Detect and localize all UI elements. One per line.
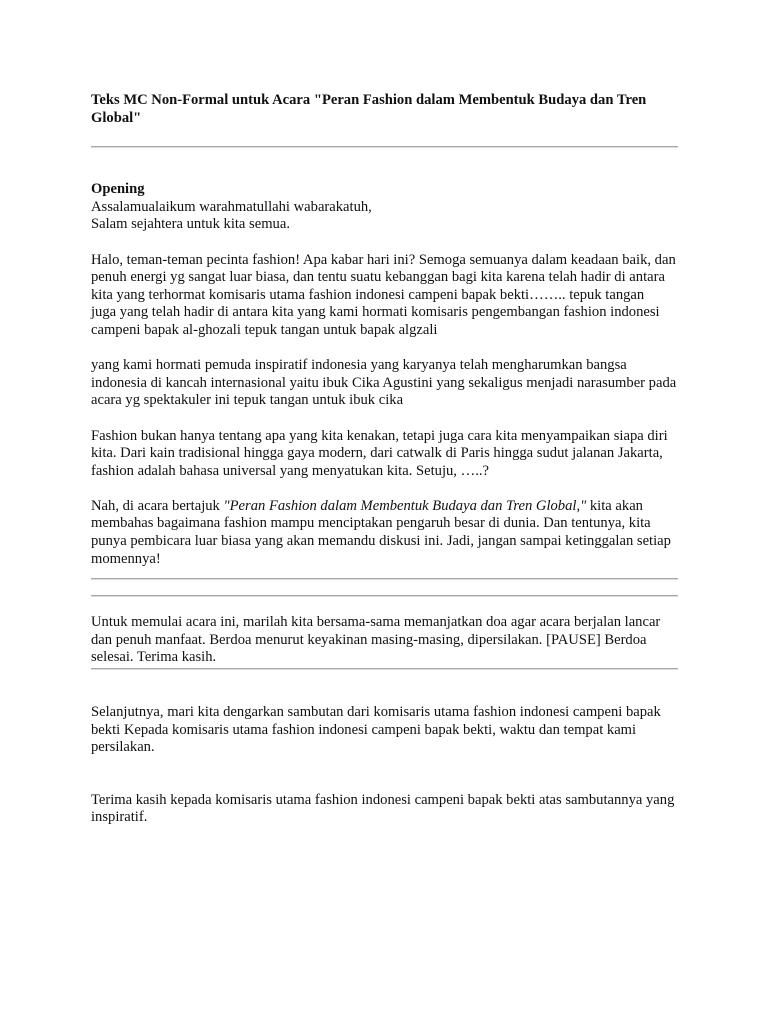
greeting-line: Salam sejahtera untuk kita semua. bbox=[91, 216, 290, 233]
document-title: Teks MC Non-Formal untuk Acara "Peran Fashion dalam Membentuk Budaya dan Tren Global" bbox=[91, 92, 647, 126]
paragraph-nah bbox=[91, 498, 681, 568]
event-title-italic: "Peran Fashion dalam Membentuk Budaya dan Tren Global," bbox=[223, 497, 587, 514]
paragraph-nah-pre: Nah, di acara bertajuk bbox=[91, 497, 224, 514]
paragraph-halo: Halo, teman-teman pecinta fashion! Apa kabar hari ini? Semoga semuanya dalam keadaan baik, dan penuh energi yg sangat luar biasa, dan tentu suatu kebanggan bagi kita karena telah hadir di antara kita yang terhormat komisaris utama fashion indonesi campeni bapak bekti…….. tepuk tangan bbox=[91, 251, 676, 303]
divider bbox=[91, 595, 678, 597]
divider bbox=[91, 578, 678, 580]
paragraph-terima-kasih: Terima kasih kepada komisaris utama fashion indonesi campeni bapak bekti atas sambutannya yang inspiratif. bbox=[91, 791, 675, 826]
document-page bbox=[91, 92, 681, 827]
divider bbox=[91, 668, 678, 670]
paragraph-fashion: Fashion bukan hanya tentang apa yang kita kenakan, tetapi juga cara kita menyampaikan siapa diri kita. Dari kain tradisional hingga gaya modern, dari catwalk di Paris hingga sudut jalanan Jakarta, fashion adalah bahasa universal yang menyatukan kita. Setuju, …..? bbox=[91, 427, 668, 479]
paragraph-halo-continued: juga yang telah hadir di antara kita yang kami hormati komisaris pengembangan fashion indonesi campeni bapak al-ghozali tepuk tangan untuk bapak algzali bbox=[91, 304, 660, 338]
paragraph-pemuda: yang kami hormati pemuda inspiratif indonesia yang karyanya telah mengharumkan bangsa indonesia di kancah internasional yaitu ibuk Cika Agustini yang sekaligus menjadi narasumber pada acara yg spektakuler ini tepuk tangan untuk ibuk cika bbox=[91, 357, 677, 409]
divider bbox=[91, 146, 678, 148]
paragraph-sambutan: Selanjutnya, mari kita dengarkan sambutan dari komisaris utama fashion indonesi campeni bapak bekti Kepada komisaris utama fashion indonesi campeni bapak bekti, waktu dan tempat kami persilakan. bbox=[91, 704, 661, 756]
paragraph-nah-post: kita akan membahas bagaimana fashion mampu menciptakan pengaruh besar di dunia. Dan tentunya, kita punya pembicara luar biasa yang akan memandu diskusi ini. Jadi, jangan sampai ketinggalan setiap momennya! bbox=[91, 497, 671, 567]
opening-heading: Opening bbox=[91, 181, 145, 198]
greeting-line: Assalamualaikum warahmatullahi wabarakatuh, bbox=[91, 198, 372, 215]
paragraph-doa: Untuk memulai acara ini, marilah kita bersama-sama memanjatkan doa agar acara berjalan lancar dan penuh manfaat. Berdoa menurut keyakinan masing-masing, dipersilakan. [PAUSE] Berdoa selesai. Terima kasih. bbox=[91, 614, 661, 666]
